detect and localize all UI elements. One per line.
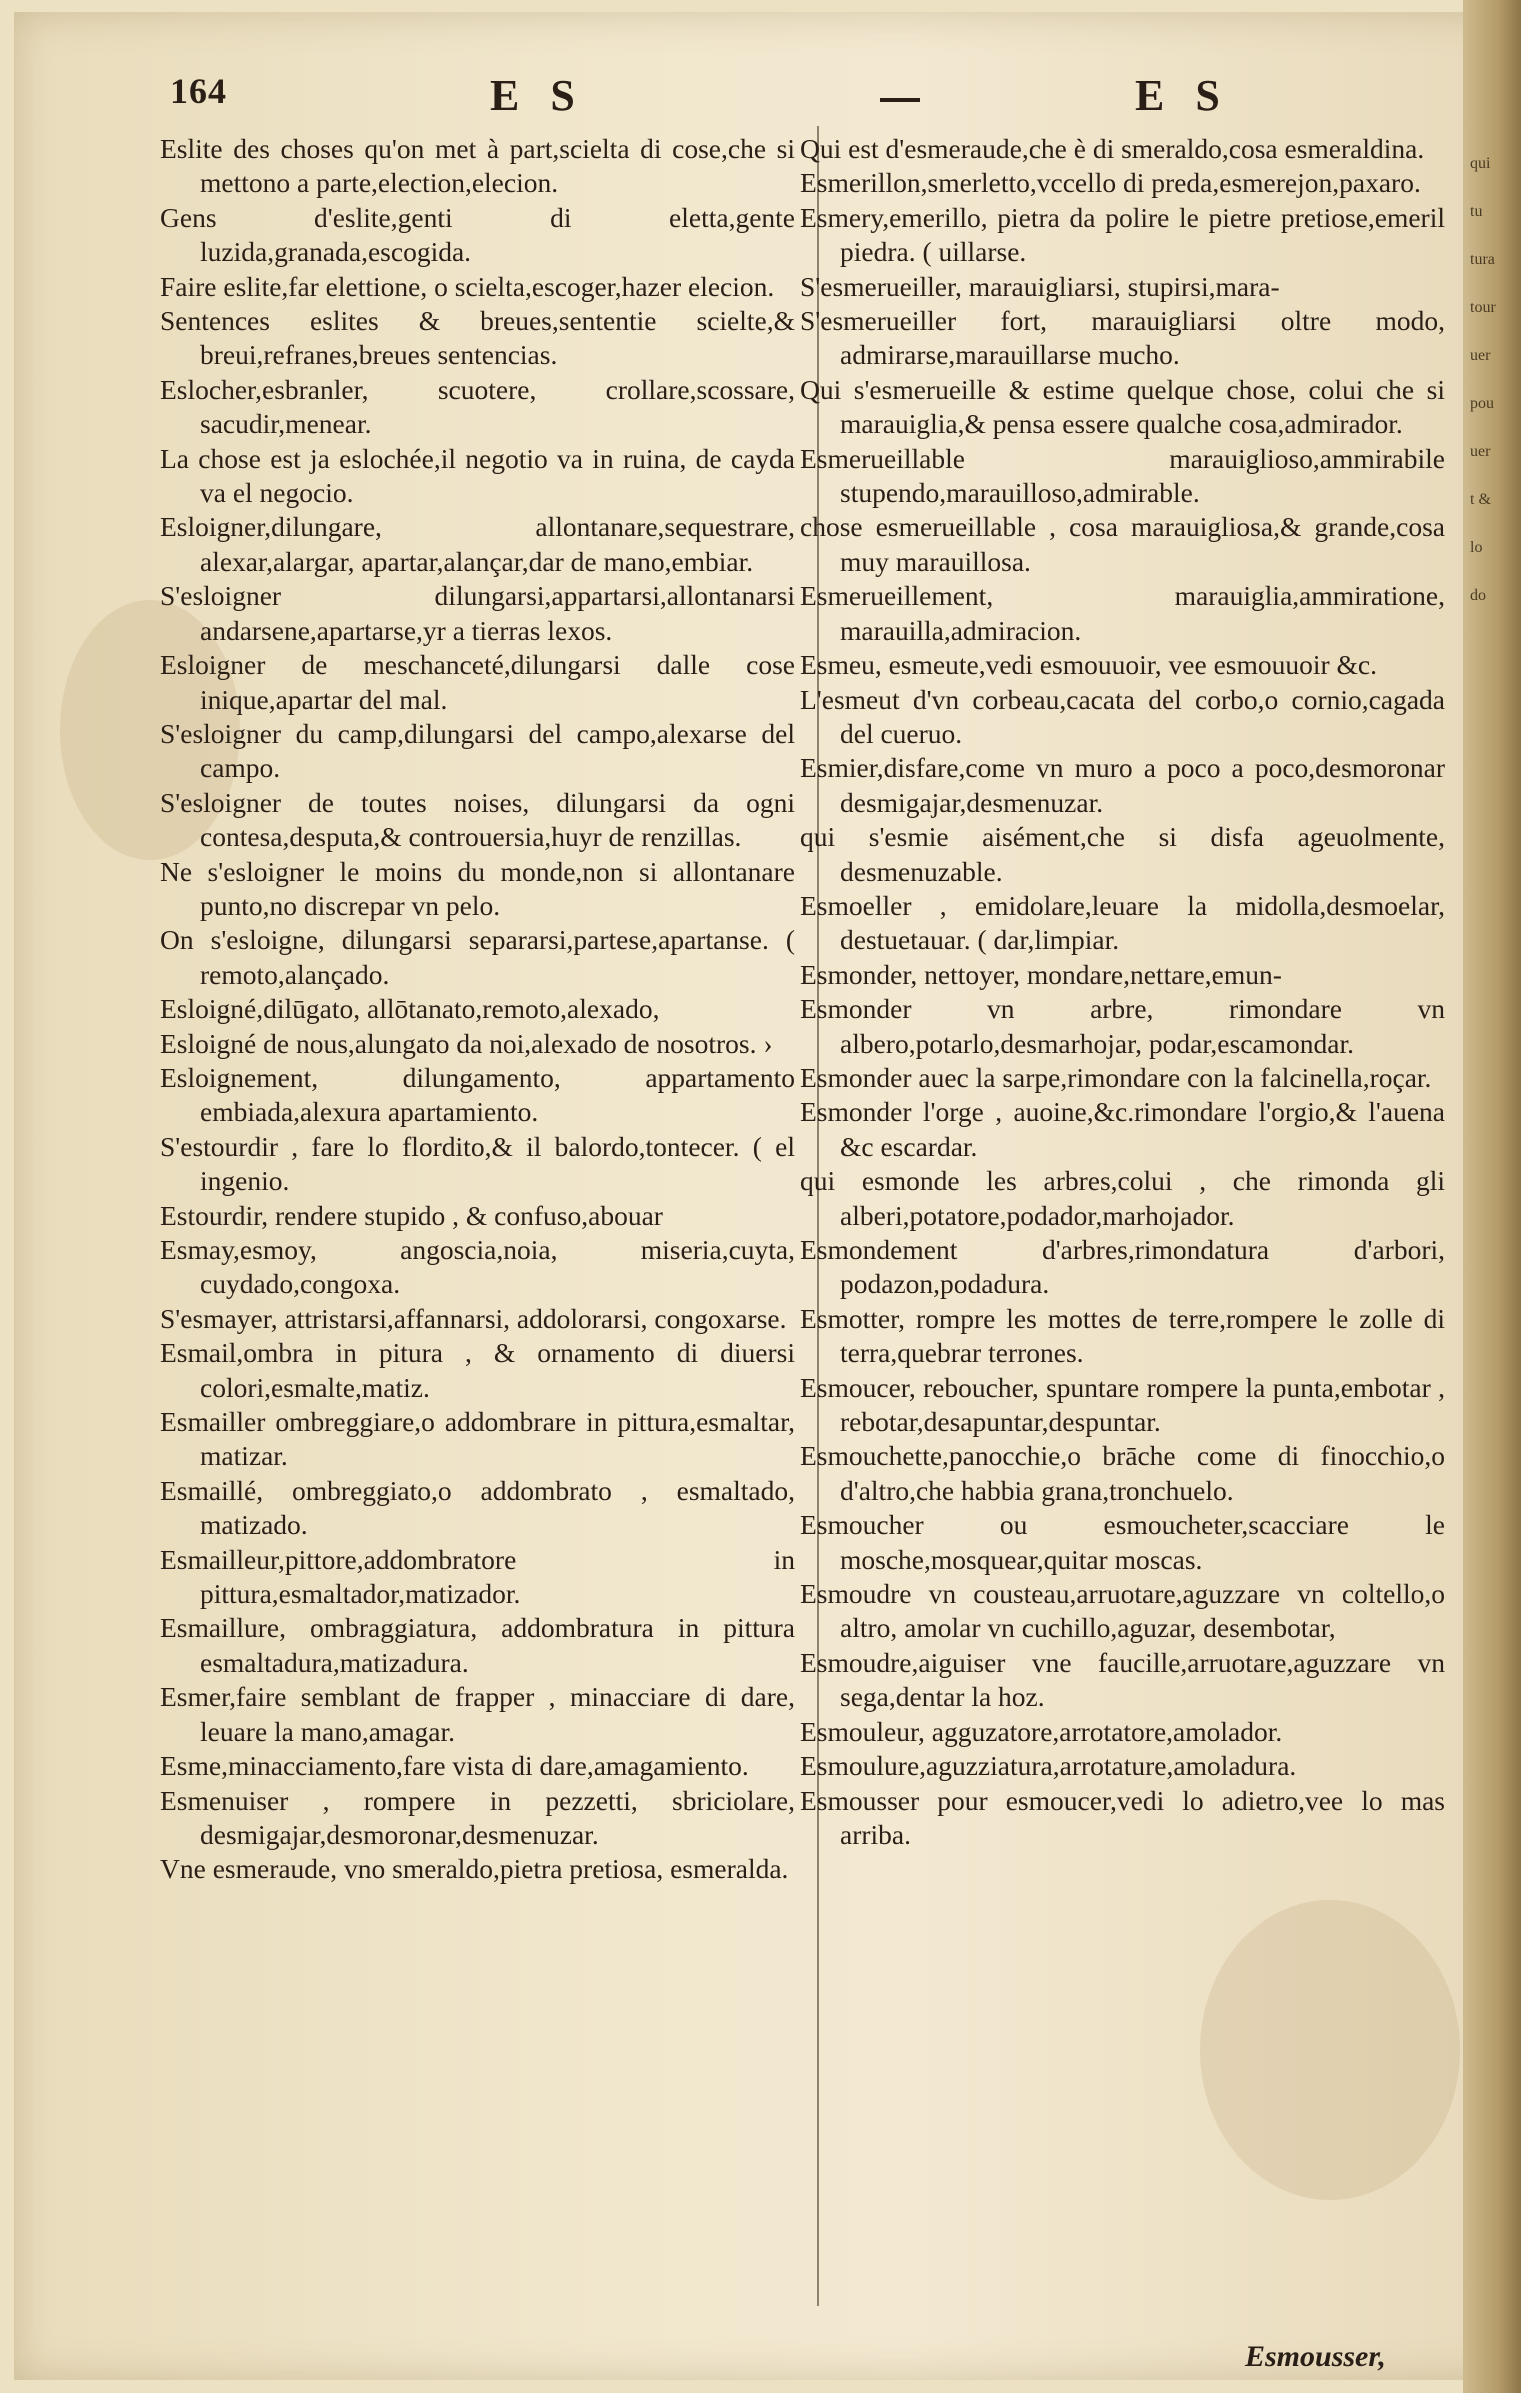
catchword: Esmousser, xyxy=(1245,2340,1386,2373)
dictionary-entry: Esmousser pour esmoucer,vedi lo adietro,vee lo mas arriba. xyxy=(800,1784,1445,1850)
margin-fragment: tu xyxy=(1470,203,1483,220)
dictionary-entry: Esloignement, dilungamento, appartamento embiada,alexura apartamiento. xyxy=(160,1061,795,1128)
dictionary-entry: Esmail,ombra in pitura , & ornamento di diuersi colori,esmalte,matiz. xyxy=(160,1337,795,1403)
dictionary-entry: Esmerueillable marauiglioso,ammirabile stupendo,marauilloso,admirable. xyxy=(800,442,1445,509)
dictionary-entry: chose esmerueillable , cosa marauigliosa,& grande,cosa muy marauillosa. xyxy=(800,511,1445,577)
dictionary-entry: qui esmonde les arbres,colui , che rimonda gli alberi,potatore,podador,marhojador. xyxy=(800,1165,1445,1231)
dictionary-entry: Esmonder, nettoyer, mondare,nettare,emun- xyxy=(800,958,1282,990)
dictionary-entry: L'esmeut d'vn corbeau,cacata del corbo,o cornio,cagada del cueruo. xyxy=(800,683,1445,749)
dictionary-entry: Esmoudre,aiguiser vne faucille,arruotare,aguzzare vn sega,dentar la hoz. xyxy=(800,1646,1445,1713)
dictionary-entry: S'esloigner du camp,dilungarsi del campo,alexarse del campo. xyxy=(160,717,795,784)
dictionary-entry: Esmonder l'orge , auoine,&c.rimondare l'orgio,& l'auena &c escardar. xyxy=(800,1096,1445,1162)
margin-fragment: do xyxy=(1470,587,1486,604)
margin-fragment: uer xyxy=(1470,443,1491,460)
dictionary-entry: Estourdir, rendere stupido , & confuso,abouar xyxy=(160,1199,663,1231)
dictionary-entry: Vne esmeraude, vno smeraldo,pietra pretiosa, esmeralda. xyxy=(160,1853,789,1885)
dictionary-entry: Esmer,faire semblant de frapper , minacciare di dare, leuare la mano,amagar. xyxy=(160,1681,795,1747)
page-header xyxy=(0,70,1521,130)
dictionary-entry: S'esmerueiller, marauigliarsi, stupirsi,mara- xyxy=(800,270,1280,302)
dictionary-entry: La chose est ja eslochée,il negotio va in ruina, de cayda va el negocio. xyxy=(160,442,795,509)
dictionary-entry: Ne s'esloigner le moins du monde,non si allontanare punto,no discrepar vn pelo. xyxy=(160,855,795,921)
dictionary-entry: S'estourdir , fare lo flordito,& il balordo,tontecer. ( el ingenio. xyxy=(160,1130,795,1197)
dictionary-entry: S'esloigner dilungarsi,appartarsi,allontanarsi andarsene,apartarse,yr a tierras lexos. xyxy=(160,580,795,646)
dictionary-entry: Esmenuiser , rompere in pezzetti, sbriciolare, desmigajar,desmoronar,desmenuzar. xyxy=(160,1784,795,1850)
dictionary-entry: Faire eslite,far elettione, o scielta,escoger,hazer elecion. xyxy=(160,270,775,302)
running-head-left: E S xyxy=(490,71,585,120)
dictionary-entry: Esloigner de meschanceté,dilungarsi dalle cose inique,apartar del mal. xyxy=(160,649,795,715)
dictionary-entry: Esmailler ombreggiare,o addombrare in pittura,esmaltar, matizar. xyxy=(160,1406,795,1472)
dictionary-entry: Esloigné,dilūgato, allōtanato,remoto,alexado, xyxy=(160,993,660,1025)
dictionary-entry: Esmier,disfare,come vn muro a poco a poco,desmoronar desmigajar,desmenuzar. xyxy=(800,752,1445,818)
dictionary-entry: Qui est d'esmeraude,che è di smeraldo,cosa esmeraldina. xyxy=(800,133,1425,164)
running-head-right: E S xyxy=(1135,71,1230,120)
dictionary-entry: S'esmerueiller fort, marauigliarsi oltre modo, admirarse,marauillarse mucho. xyxy=(800,305,1445,371)
dictionary-entry: S'esmayer, attristarsi,affannarsi, addolorarsi, congoxarse. xyxy=(160,1302,787,1334)
margin-fragment: qui xyxy=(1470,155,1491,172)
dictionary-entry: Esmerillon,smerletto,vccello di preda,esmerejon,paxaro. xyxy=(800,167,1421,199)
dictionary-entry: Esmonder auec la sarpe,rimondare con la falcinella,roçar. xyxy=(800,1061,1432,1093)
paper-stain xyxy=(1200,1900,1460,2200)
dictionary-entry: Esmouleur, agguzatore,arrotatore,amolador. xyxy=(800,1715,1283,1747)
dictionary-entry: On s'esloigne, dilungarsi separarsi,partese,apartanse. ( remoto,alançado. xyxy=(160,924,795,990)
margin-fragment: tura xyxy=(1470,251,1495,268)
dictionary-entry: Esmailleur,pittore,addombratore in pittura,esmaltador,matizador. xyxy=(160,1543,795,1610)
margin-fragment: t & xyxy=(1470,491,1491,508)
dictionary-entry: Eslite des choses qu'on met à part,scielta di cose,che si mettono a parte,election,elecion. xyxy=(160,133,795,199)
page-number: 164 xyxy=(170,71,227,111)
dictionary-entry: Esmeu, esmeute,vedi esmouuoir, vee esmouuoir &c. xyxy=(800,649,1378,681)
margin-fragment: lo xyxy=(1470,539,1483,556)
dictionary-entry: Esloigné de nous,alungato da noi,alexado de nosotros. › xyxy=(160,1027,773,1059)
dictionary-entry: Esmay,esmoy, angoscia,noia, miseria,cuyta, cuydado,congoxa. xyxy=(160,1234,795,1300)
dictionary-entry: Sentences eslites & breues,sententie scielte,& breui,refranes,breues sentencias. xyxy=(160,305,795,371)
dictionary-entry: Esmoucher ou esmoucheter,scacciare le mosche,mosquear,quitar moscas. xyxy=(800,1509,1445,1575)
margin-fragment: tour xyxy=(1470,299,1496,316)
dictionary-entry: Esmerueillement, marauiglia,ammiratione, marauilla,admiracion. xyxy=(800,580,1445,646)
dictionary-entry: Esmoulure,aguzziatura,arrotature,amoladura. xyxy=(800,1750,1297,1782)
dictionary-entry: Esmoudre vn cousteau,arruotare,aguzzare vn coltello,o altro, amolar vn cuchillo,aguzar, desembotar, xyxy=(800,1578,1445,1644)
header-ornament xyxy=(880,98,920,102)
dictionary-entry: Esmonder vn arbre, rimondare vn albero,potarlo,desmarhojar, podar,escamondar. xyxy=(800,993,1445,1059)
dictionary-entry: Esmaillure, ombraggiatura, addombratura in pittura esmaltadura,matizadura. xyxy=(160,1612,795,1678)
dictionary-entry: Esmoucer, reboucher, spuntare rompere la punta,embotar , rebotar,desapuntar,despuntar. xyxy=(800,1371,1445,1438)
dictionary-entry: Esme,minacciamento,fare vista di dare,amagamiento. xyxy=(160,1750,749,1782)
dictionary-entry: Esloigner,dilungare, allontanare,sequestrare, alexar,alargar, apartar,alançar,dar de mano,embiar. xyxy=(160,511,795,577)
dictionary-entry: qui s'esmie aisément,che si disfa ageuolmente, desmenuzable. xyxy=(800,821,1445,887)
dictionary-entry: Esmotter, rompre les mottes de terre,rompere le zolle di terra,quebrar terrones. xyxy=(800,1302,1445,1369)
dictionary-entry: Eslocher,esbranler, scuotere, crollare,scossare, sacudir,menear. xyxy=(160,373,795,440)
margin-fragment: uer xyxy=(1470,347,1491,364)
right-column xyxy=(800,132,1445,1852)
dictionary-entry: Esmouchette,panocchie,o brāche come di finocchio,o d'altro,che habbia grana,tronchuelo. xyxy=(800,1440,1445,1506)
dictionary-entry: Esmoeller , emidolare,leuare la midolla,desmoelar, destuetauar. ( dar,limpiar. xyxy=(800,889,1445,956)
left-column xyxy=(160,132,795,1887)
dictionary-entry: Qui s'esmerueille & estime quelque chose, colui che si marauiglia,& pensa essere qualche cosa,admirador. xyxy=(800,373,1445,440)
dictionary-entry: Esmondement d'arbres,rimondatura d'arbori, podazon,podadura. xyxy=(800,1234,1445,1300)
dictionary-entry: Esmery,emerillo, pietra da polire le pietre pretiose,emeril piedra. ( uillarse. xyxy=(800,201,1445,268)
margin-fragment: pou xyxy=(1470,395,1494,412)
facing-page-fragments xyxy=(1470,140,1515,620)
dictionary-entry: S'esloigner de toutes noises, dilungarsi da ogni contesa,desputa,& controuersia,huyr de renzillas. xyxy=(160,786,795,853)
dictionary-entry: Esmaillé, ombreggiato,o addombrato , esmaltado, matizado. xyxy=(160,1474,795,1541)
dictionary-entry: Gens d'eslite,genti di eletta,gente luzida,granada,escogida. xyxy=(160,201,795,268)
